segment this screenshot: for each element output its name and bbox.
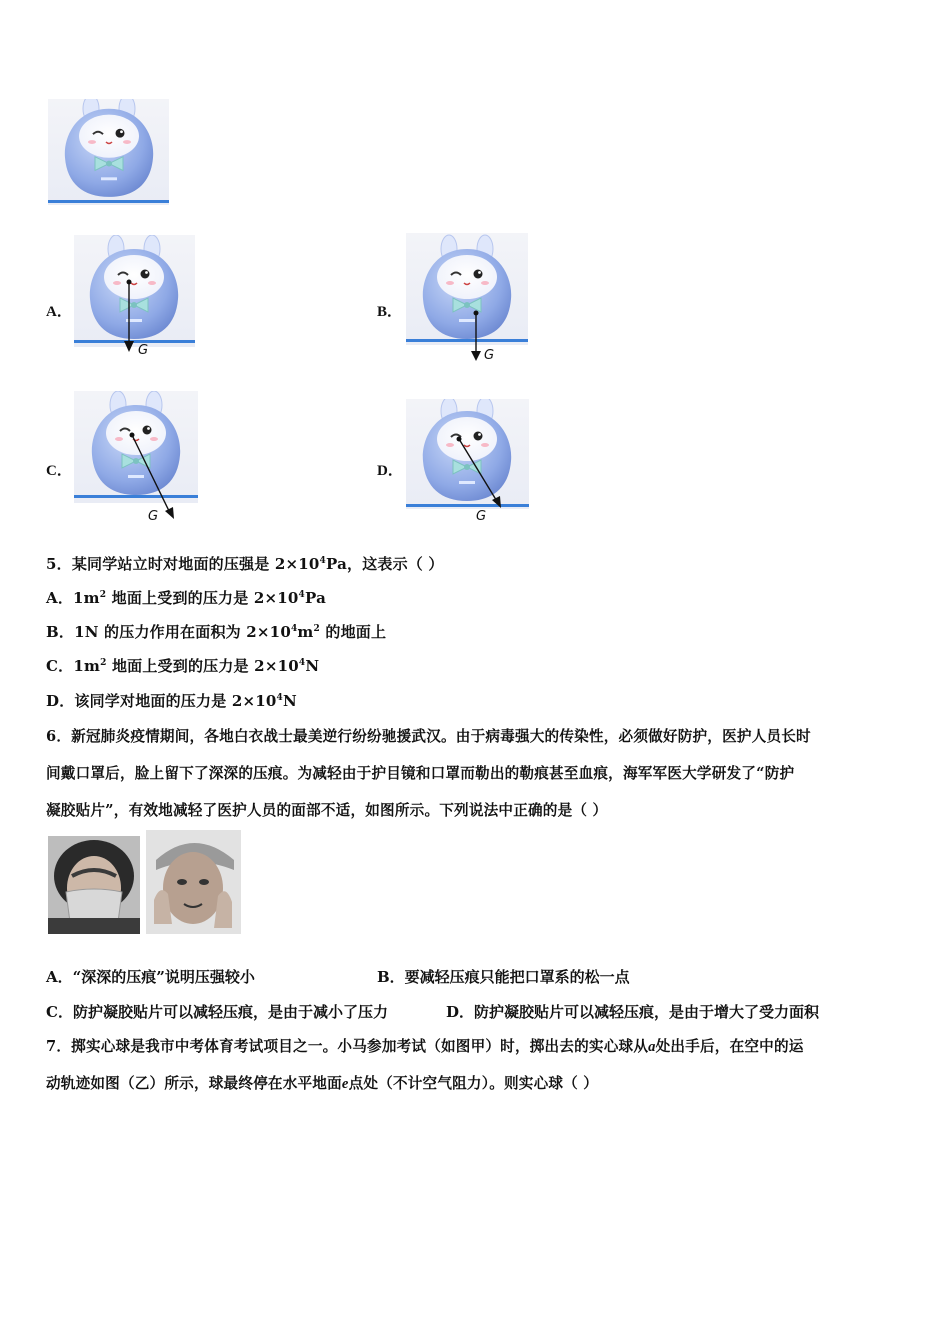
option-c-g-label: G xyxy=(148,509,159,524)
option-c-label: C． xyxy=(46,463,72,479)
q6-option-d[interactable]: D．防护凝胶贴片可以减轻压痕，是由于增大了受力面积 xyxy=(446,1003,820,1021)
q5-option-d[interactable]: D．该同学对地面的压力是 $2\times 10^4N$ xyxy=(46,692,297,710)
toy-figure-original xyxy=(48,99,169,205)
q6-stem-line1: 6．新冠肺炎疫情期间，各地白衣战士最美逆行纷纷驰援武汉。由于病毒强大的传染性，必须做好防护，医护人员长时 xyxy=(46,728,811,745)
option-a-label: A． xyxy=(46,304,72,320)
q6-option-a[interactable]: A．“深深的压痕”说明压强较小 xyxy=(46,968,255,986)
option-d-label: D． xyxy=(377,463,403,479)
option-b-label: B． xyxy=(377,304,403,320)
option-b-g-label: G xyxy=(484,348,495,363)
q6-option-c[interactable]: C．防护凝胶贴片可以减轻压痕，是由于减小了压力 xyxy=(46,1003,388,1021)
q6-stem-line2: 间戴口罩后，脸上留下了深深的压痕。为减轻由于护目镜和口罩而勒出的勒痕甚至血痕，海军军医大学研发了“防护 xyxy=(46,765,795,782)
q6-option-b[interactable]: B．要减轻压痕只能把口罩系的松一点 xyxy=(377,968,630,986)
option-d-figure[interactable] xyxy=(406,399,532,527)
option-a-figure[interactable] xyxy=(74,235,199,365)
q6-photo-mask-marks xyxy=(48,836,140,934)
q6-stem-line3: 凝胶贴片”，有效地减轻了医护人员的面部不适，如图所示。下列说法中正确的是（ ） xyxy=(46,802,608,819)
q5-option-a[interactable]: A．$1m^2$ 地面上受到的压力是 $2\times 10^4Pa$ xyxy=(46,589,327,607)
q5-stem: 5．某同学站立时对地面的压强是 $2\times 10^4Pa$，这表示（ ） xyxy=(46,555,444,573)
q5-option-c[interactable]: C．$1m^2$ 地面上受到的压力是 $2\times 10^4N$ xyxy=(46,657,320,675)
option-d-g-label: G xyxy=(476,509,487,524)
q6-photo-gel-patch xyxy=(146,830,241,934)
q7-stem-line2: 动轨迹如图（乙）所示，球最终停在水平地面e点处（不计空气阻力）。则实心球（ ） xyxy=(46,1075,599,1092)
option-a-g-label: G xyxy=(138,343,149,358)
option-c-figure[interactable] xyxy=(74,391,204,527)
q5-option-b[interactable]: B．1N 的压力作用在面积为 $2\times 10^4m^2$ 的地面上 xyxy=(46,623,387,641)
option-b-figure[interactable] xyxy=(406,233,531,365)
q7-stem-line1: 7．掷实心球是我市中考体育考试项目之一。小马参加考试（如图甲）时，掷出去的实心球从a处出手后，在空中的运 xyxy=(46,1038,804,1055)
